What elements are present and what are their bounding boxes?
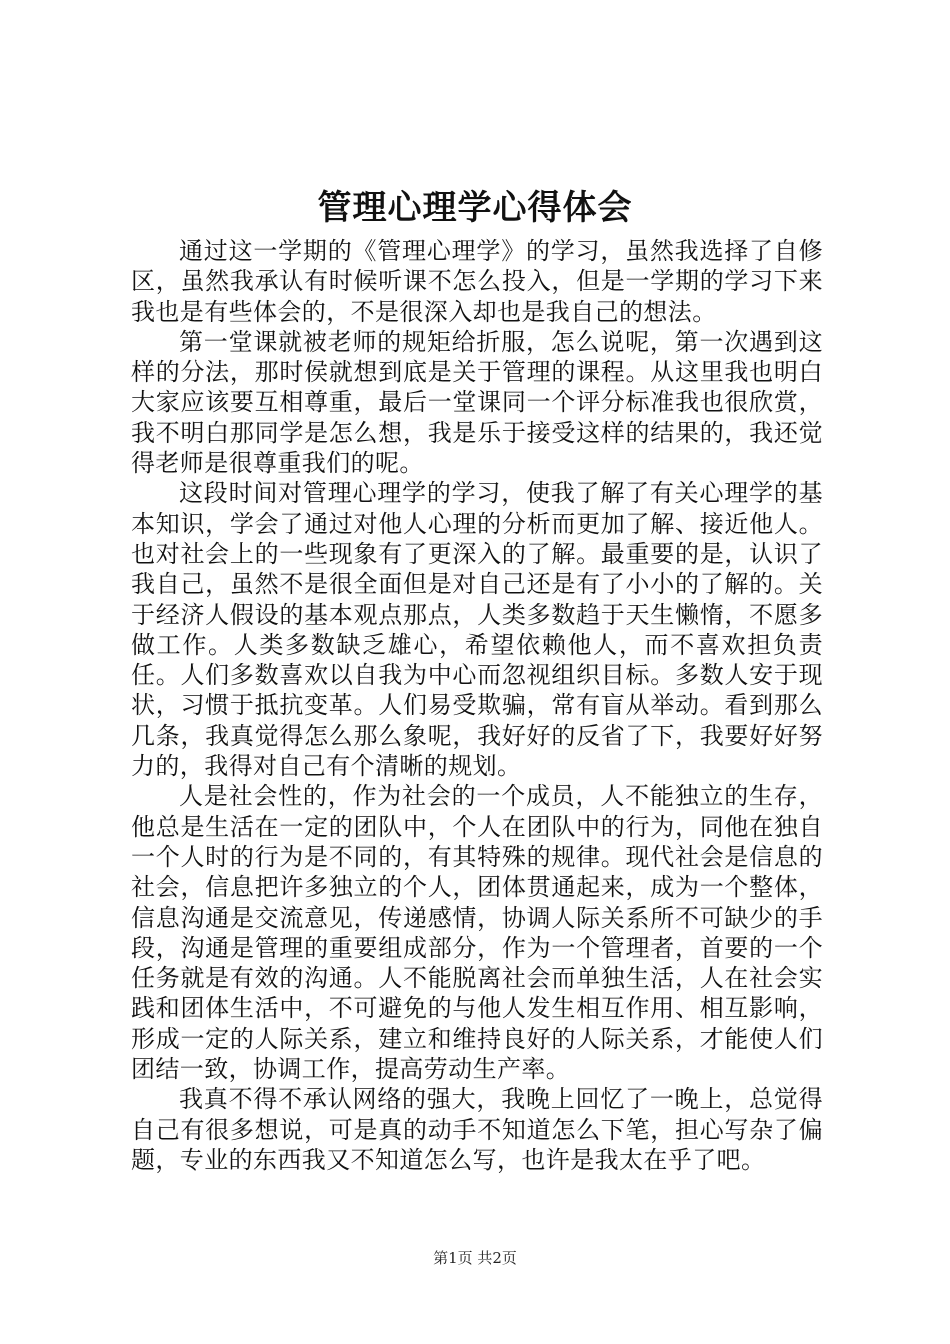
document-body	[131, 236, 823, 1175]
paragraph: 人是社会性的，作为社会的一个成员，人不能独立的生存，他总是生活在一定的团队中，个人在团队中的行为，同他在独自一个人时的行为是不同的，有其特殊的规律。现代社会是信息的社会，信息把许多独立的个人，团体贯通起来，成为一个整体，信息沟通是交流意见，传递感情，协调人际关系所不可缺少的手段，沟通是管理的重要组成部分，作为一个管理者，首要的一个任务就是有效的沟通。人不能脱离社会而单独生活，人在社会实践和团体生活中，不可避免的与他人发生相互作用、相互影响，形成一定的人际关系，建立和维持良好的人际关系，才能使人们团结一致，协调工作，提高劳动生产率。	[131, 782, 823, 1084]
paragraph: 通过这一学期的《管理心理学》的学习，虽然我选择了自修区，虽然我承认有时候听课不怎么投入，但是一学期的学习下来我也是有些体会的，不是很深入却也是我自己的想法。	[131, 237, 823, 326]
page-number-footer: 第1页 共2页	[433, 1249, 517, 1267]
paragraph: 我真不得不承认网络的强大，我晚上回忆了一晚上，总觉得自己有很多想说，可是真的动手不知道怎么下笔，担心写杂了偏题，专业的东西我又不知道怎么写，也许是我太在乎了吧。	[131, 1085, 823, 1174]
paragraph: 第一堂课就被老师的规矩给折服，怎么说呢，第一次遇到这样的分法，那时侯就想到底是关于管理的课程。从这里我也明白大家应该要互相尊重，最后一堂课同一个评分标准我也很欣赏，我不明白那同学是怎么想，我是乐于接受这样的结果的，我还觉得老师是很尊重我们的呢。	[131, 327, 823, 478]
paragraph: 这段时间对管理心理学的学习，使我了解了有关心理学的基本知识，学会了通过对他人心理的分析而更加了解、接近他人。也对社会上的一些现象有了更深入的了解。最重要的是，认识了我自己，虽然不是很全面但是对自己还是有了小小的了解的。关于经济人假设的基本观点那点，人类多数趋于天生懒惰，不愿多做工作。人类多数缺乏雄心，希望依赖他人，而不喜欢担负责任。人们多数喜欢以自我为中心而忽视组织目标。多数人安于现状，习惯于抵抗变革。人们易受欺骗，常有盲从举动。看到那么几条，我真觉得怎么那么象呢，我好好的反省了下，我要好好努力的，我得对自己有个清晰的规划。	[131, 479, 823, 781]
document-title: 管理心理学心得体会	[317, 188, 633, 228]
